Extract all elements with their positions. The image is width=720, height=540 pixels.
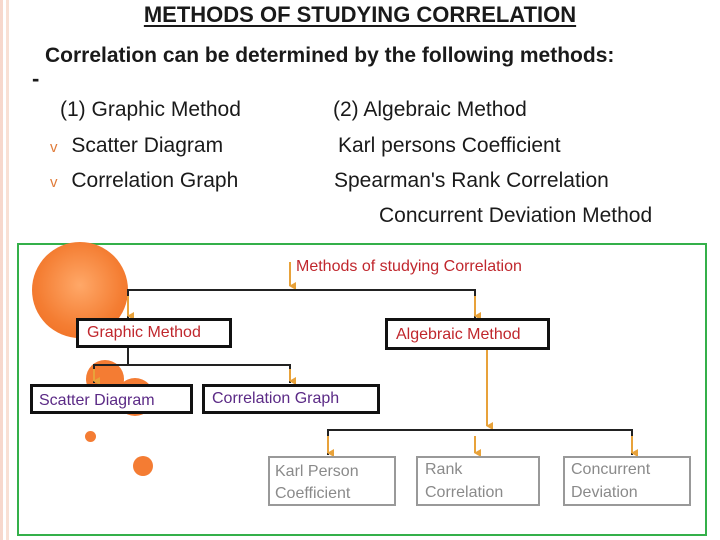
rank-correlation-node: [416, 456, 540, 506]
algebraic-item-concurrent: Concurrent Deviation Method: [379, 204, 653, 227]
rank-correlation-line1: Rank: [425, 461, 463, 478]
algebraic-children-bracket: [328, 430, 632, 455]
graphic-method-node: [76, 318, 232, 348]
graphic-item-label: Correlation Graph: [71, 169, 239, 192]
graphic-item-label: Scatter Diagram: [71, 134, 224, 157]
scatter-diagram-node-label: Scatter Diagram: [39, 392, 155, 409]
level1-bracket: [128, 290, 475, 318]
concurrent-deviation-line1: Concurrent: [571, 461, 651, 478]
dash-marker: -: [32, 66, 40, 91]
bullet-icon: v: [50, 139, 58, 156]
karl-person-line1: Karl Person: [275, 463, 359, 480]
karl-person-line2: Coefficient: [275, 485, 351, 502]
concurrent-deviation-line2: Deviation: [571, 484, 638, 501]
intro-text: Correlation can be determined by the following methods:: [45, 44, 615, 67]
algebraic-item-spearman: Spearman's Rank Correlation: [334, 169, 609, 192]
algebraic-method-node-label: Algebraic Method: [396, 326, 521, 343]
bullet-icon: v: [50, 174, 58, 191]
scatter-diagram-node: [30, 384, 193, 414]
graphic-method-node-label: Graphic Method: [87, 324, 201, 341]
root-node-label: Methods of studying Correlation: [296, 258, 522, 275]
correlation-graph-node-label: Correlation Graph: [212, 390, 340, 407]
graphic-method-heading: (1) Graphic Method: [60, 98, 241, 121]
karl-person-node: [268, 456, 396, 506]
algebraic-method-heading: (2) Algebraic Method: [333, 98, 527, 121]
graphic-children-bracket: [94, 365, 290, 383]
algebraic-method-node: [385, 318, 550, 350]
rank-correlation-line2: Correlation: [425, 484, 504, 501]
algebraic-item-karl: Karl persons Coefficient: [338, 134, 561, 157]
concurrent-deviation-node: [563, 456, 691, 506]
page-title: METHODS OF STUDYING CORRELATION: [143, 2, 577, 27]
correlation-graph-node: [202, 384, 380, 414]
